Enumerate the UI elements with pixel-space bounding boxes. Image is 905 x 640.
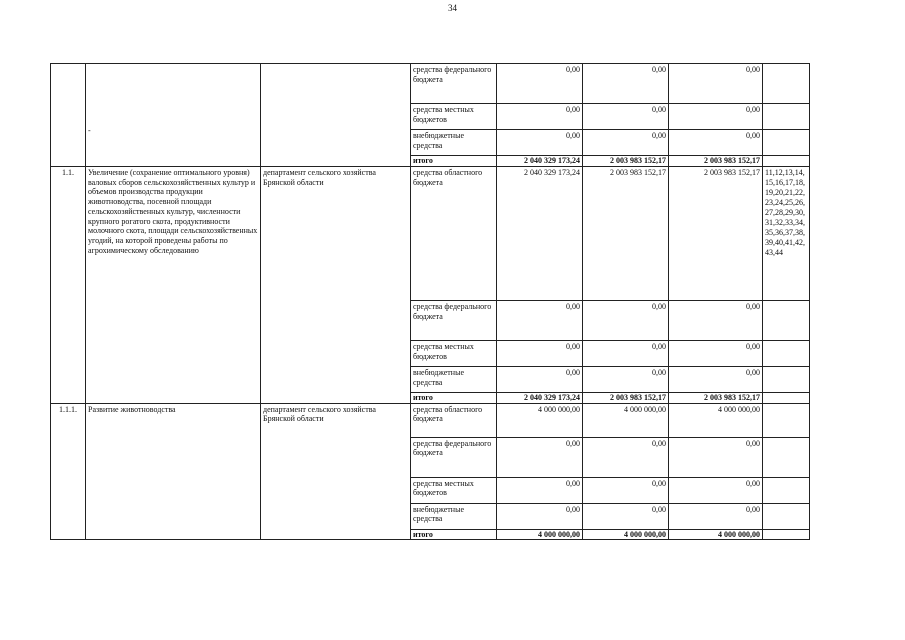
source-label: внебюджетные средства <box>411 130 497 156</box>
value-cell: 0,00 <box>497 477 583 503</box>
value-cell: 0,00 <box>497 300 583 340</box>
value-cell: 0,00 <box>669 300 763 340</box>
code-cell: 1.1. <box>51 166 86 403</box>
total-value: 4 000 000,00 <box>669 529 763 540</box>
budget-table <box>50 63 810 540</box>
value-cell: 0,00 <box>669 437 763 477</box>
value-cell: 2 003 983 152,17 <box>669 166 763 300</box>
indicator-cell <box>763 403 810 437</box>
code-cell: 1.1.1. <box>51 403 86 540</box>
total-value: 2 003 983 152,17 <box>669 392 763 403</box>
source-label: внебюджетные средства <box>411 366 497 392</box>
total-value: 4 000 000,00 <box>583 529 669 540</box>
value-cell: 0,00 <box>583 437 669 477</box>
indicator-cell <box>763 503 810 529</box>
value-cell: 0,00 <box>497 340 583 366</box>
source-label: средства областного бюджета <box>411 403 497 437</box>
total-label: итого <box>411 529 497 540</box>
value-cell: 0,00 <box>669 104 763 130</box>
name-cell: Развитие животноводства <box>86 403 261 540</box>
indicator-cell <box>763 392 810 403</box>
source-label: средства местных бюджетов <box>411 104 497 130</box>
page-number: 34 <box>448 3 457 13</box>
name-cell <box>86 64 261 167</box>
value-cell: 4 000 000,00 <box>497 403 583 437</box>
source-label: средства федерального бюджета <box>411 437 497 477</box>
value-cell: 0,00 <box>497 64 583 104</box>
source-label: средства областного бюджета <box>411 166 497 300</box>
executor-cell: департамент сельского хозяйства Брянской области <box>261 166 411 403</box>
source-label: внебюджетные средства <box>411 503 497 529</box>
value-cell: 0,00 <box>669 340 763 366</box>
value-cell: 0,00 <box>669 130 763 156</box>
total-value: 2 003 983 152,17 <box>583 156 669 167</box>
source-label: средства местных бюджетов <box>411 340 497 366</box>
source-label: средства федерального бюджета <box>411 64 497 104</box>
indicator-cell <box>763 437 810 477</box>
value-cell: 2 003 983 152,17 <box>583 166 669 300</box>
indicator-cell <box>763 300 810 340</box>
total-label: итого <box>411 392 497 403</box>
value-cell: 0,00 <box>583 366 669 392</box>
total-value: 2 040 329 173,24 <box>497 156 583 167</box>
indicator-cell: 11,12,13,14,15,16,17,18,19,20,21,22,23,24,25,26,27,28,29,30,31,32,33,34,35,36,37,38,39,40,41,42,43,44 <box>763 166 810 300</box>
total-value: 2 040 329 173,24 <box>497 392 583 403</box>
source-label: средства федерального бюджета <box>411 300 497 340</box>
value-cell: 4 000 000,00 <box>669 403 763 437</box>
value-cell: 0,00 <box>583 477 669 503</box>
executor-cell: департамент сельского хозяйства Брянской области <box>261 403 411 540</box>
value-cell: 0,00 <box>583 64 669 104</box>
indicator-cell <box>763 477 810 503</box>
indicator-cell <box>763 64 810 104</box>
indicator-cell <box>763 156 810 167</box>
total-label: итого <box>411 156 497 167</box>
indicator-cell <box>763 340 810 366</box>
table-row <box>51 403 810 437</box>
value-cell: 4 000 000,00 <box>583 403 669 437</box>
indicator-cell <box>763 104 810 130</box>
table-row <box>51 166 810 300</box>
value-cell: 0,00 <box>497 366 583 392</box>
value-cell: 0,00 <box>583 104 669 130</box>
table-row <box>51 64 810 104</box>
value-cell: 0,00 <box>497 437 583 477</box>
value-cell: 0,00 <box>583 340 669 366</box>
value-cell: 0,00 <box>583 503 669 529</box>
stray-dash: - <box>88 126 91 135</box>
code-cell <box>51 64 86 167</box>
value-cell: 0,00 <box>669 366 763 392</box>
value-cell: 0,00 <box>583 300 669 340</box>
indicator-cell <box>763 130 810 156</box>
value-cell: 0,00 <box>669 477 763 503</box>
source-label: средства местных бюджетов <box>411 477 497 503</box>
total-value: 2 003 983 152,17 <box>669 156 763 167</box>
value-cell: 2 040 329 173,24 <box>497 166 583 300</box>
total-value: 2 003 983 152,17 <box>583 392 669 403</box>
value-cell: 0,00 <box>497 130 583 156</box>
value-cell: 0,00 <box>497 104 583 130</box>
value-cell: 0,00 <box>583 130 669 156</box>
value-cell: 0,00 <box>669 503 763 529</box>
value-cell: 0,00 <box>497 503 583 529</box>
indicator-cell <box>763 366 810 392</box>
indicator-cell <box>763 529 810 540</box>
name-cell: Увеличение (сохранение оптимального уровня) валовых сборов сельскохозяйственных культур и объемов производства продукции животноводства, посевной площади сельскохозяйственных культур, численности крупного рогатого скота, продуктивности молочного скота, площади сельскохозяйственных угодий, на которой проведены работы по агрохимическому обследованию <box>86 166 261 403</box>
value-cell: 0,00 <box>669 64 763 104</box>
total-value: 4 000 000,00 <box>497 529 583 540</box>
executor-cell <box>261 64 411 167</box>
